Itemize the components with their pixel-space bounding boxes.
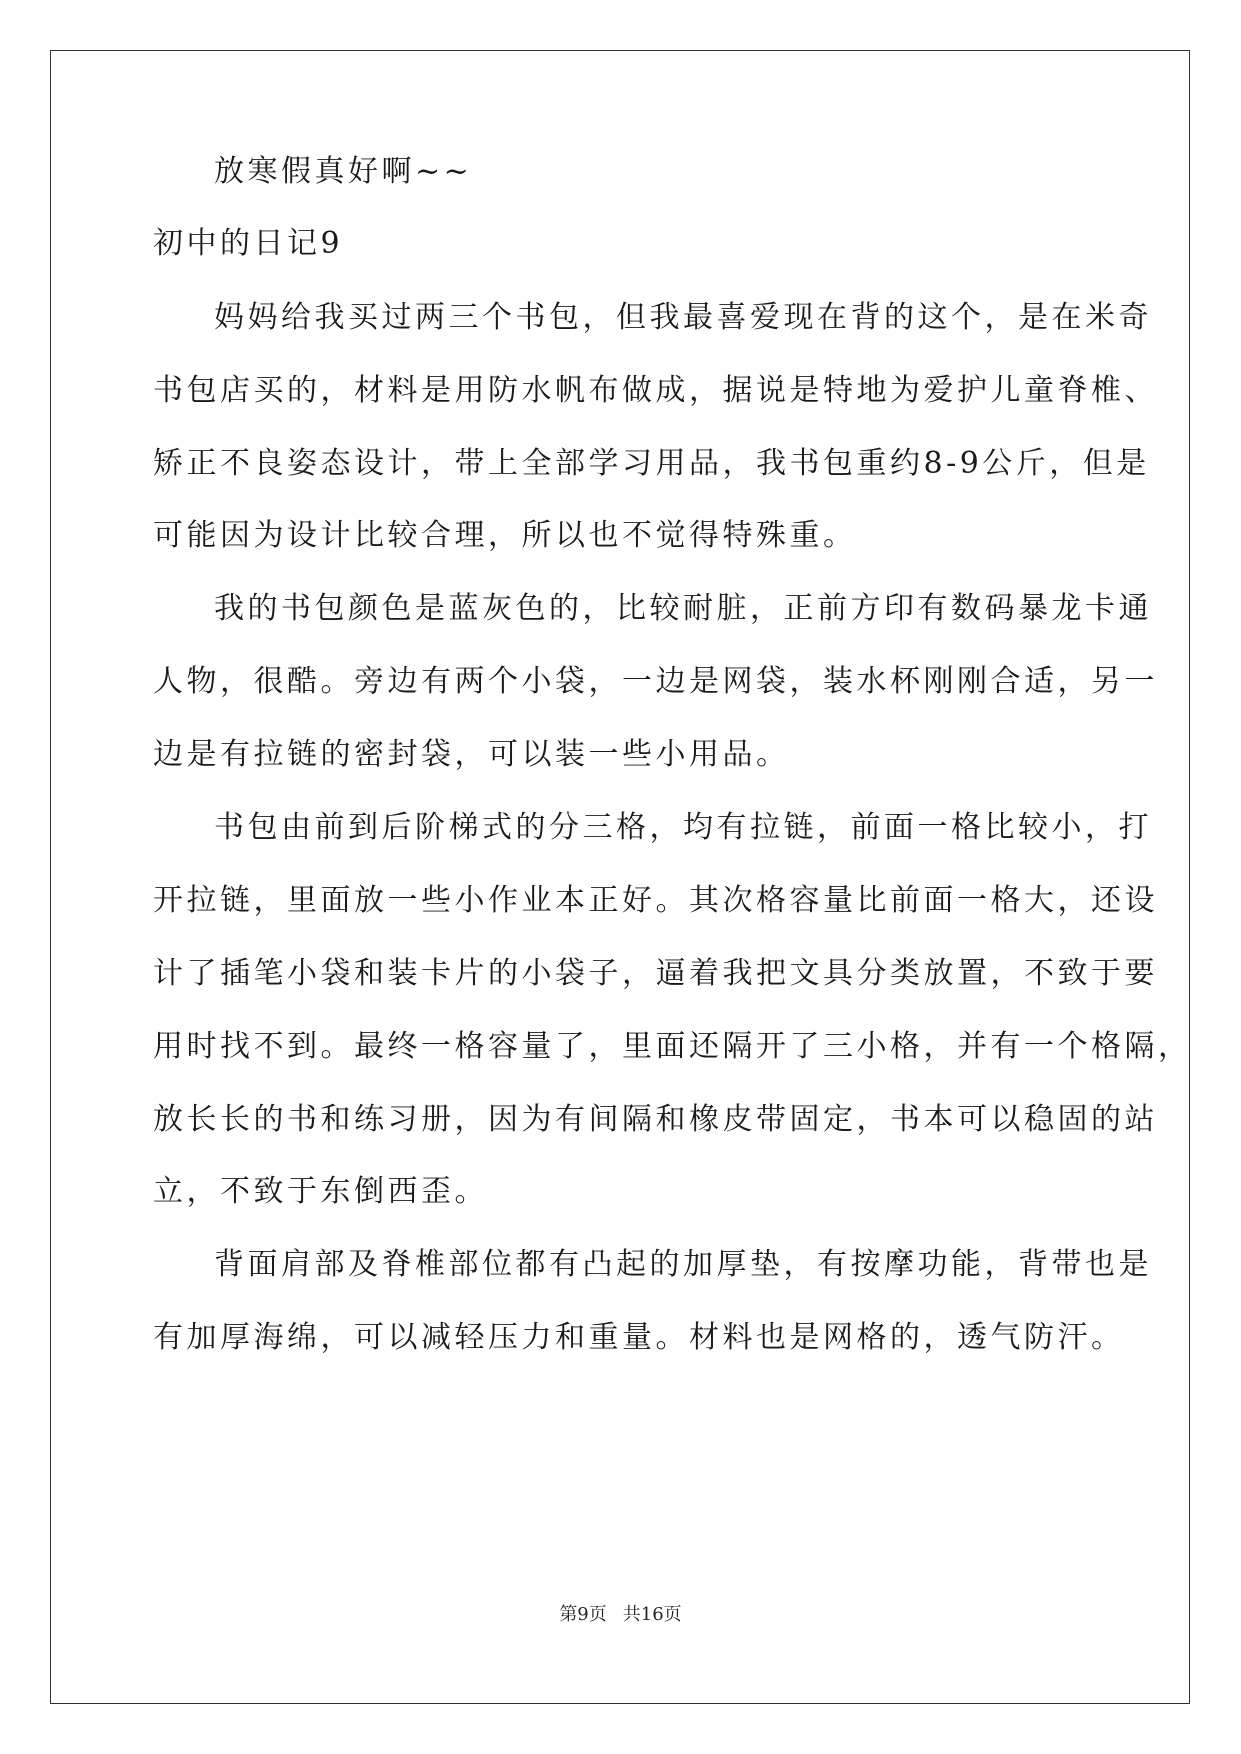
text-line: 开拉链，里面放一些小作业本正好。其次格容量比前面一格大，还设 (153, 883, 1158, 918)
page-total: 共16页 (622, 1604, 682, 1625)
section-heading: 初中的日记9 (153, 226, 344, 261)
text-line: 有加厚海绵，可以减轻压力和重量。材料也是网格的，透气防汗。 (153, 1320, 1125, 1355)
text-line: 放长长的书和练习册，因为有间隔和橡皮带固定，书本可以稳固的站 (153, 1102, 1158, 1137)
text-line: 书包店买的，材料是用防水帆布做成，据说是特地为爱护儿童脊椎、 (153, 373, 1158, 408)
text-line: 计了插笔小袋和装卡片的小袋子，逼着我把文具分类放置，不致于要 (153, 956, 1158, 991)
text-line: 边是有拉链的密封袋，可以装一些小用品。 (153, 737, 790, 772)
text-line: 用时找不到。最终一格容量了，里面还隔开了三小格，并有一个格隔， (153, 1029, 1192, 1064)
text-line: 人物，很酷。旁边有两个小袋，一边是网袋，装水杯刚刚合适，另一 (153, 664, 1158, 699)
text-line: 放寒假真好啊~~ (214, 154, 473, 189)
text-line: 可能因为设计比较合理，所以也不觉得特殊重。 (153, 518, 857, 553)
text-line: 背面肩部及脊椎部位都有凸起的加厚垫，有按摩功能，背带也是 (214, 1247, 1152, 1282)
text-line: 矫正不良姿态设计，带上全部学习用品，我书包重约8-9公斤，但是 (153, 446, 1150, 481)
page-footer (0, 1603, 1241, 1627)
text-line: 书包由前到后阶梯式的分三格，均有拉链，前面一格比较小，打 (214, 810, 1152, 845)
text-line: 妈妈给我买过两三个书包，但我最喜爱现在背的这个，是在米奇 (214, 300, 1152, 335)
text-line: 我的书包颜色是蓝灰色的，比较耐脏，正前方印有数码暴龙卡通 (214, 591, 1152, 626)
page-number: 第9页 (559, 1604, 607, 1625)
text-line: 立，不致于东倒西歪。 (153, 1174, 488, 1209)
